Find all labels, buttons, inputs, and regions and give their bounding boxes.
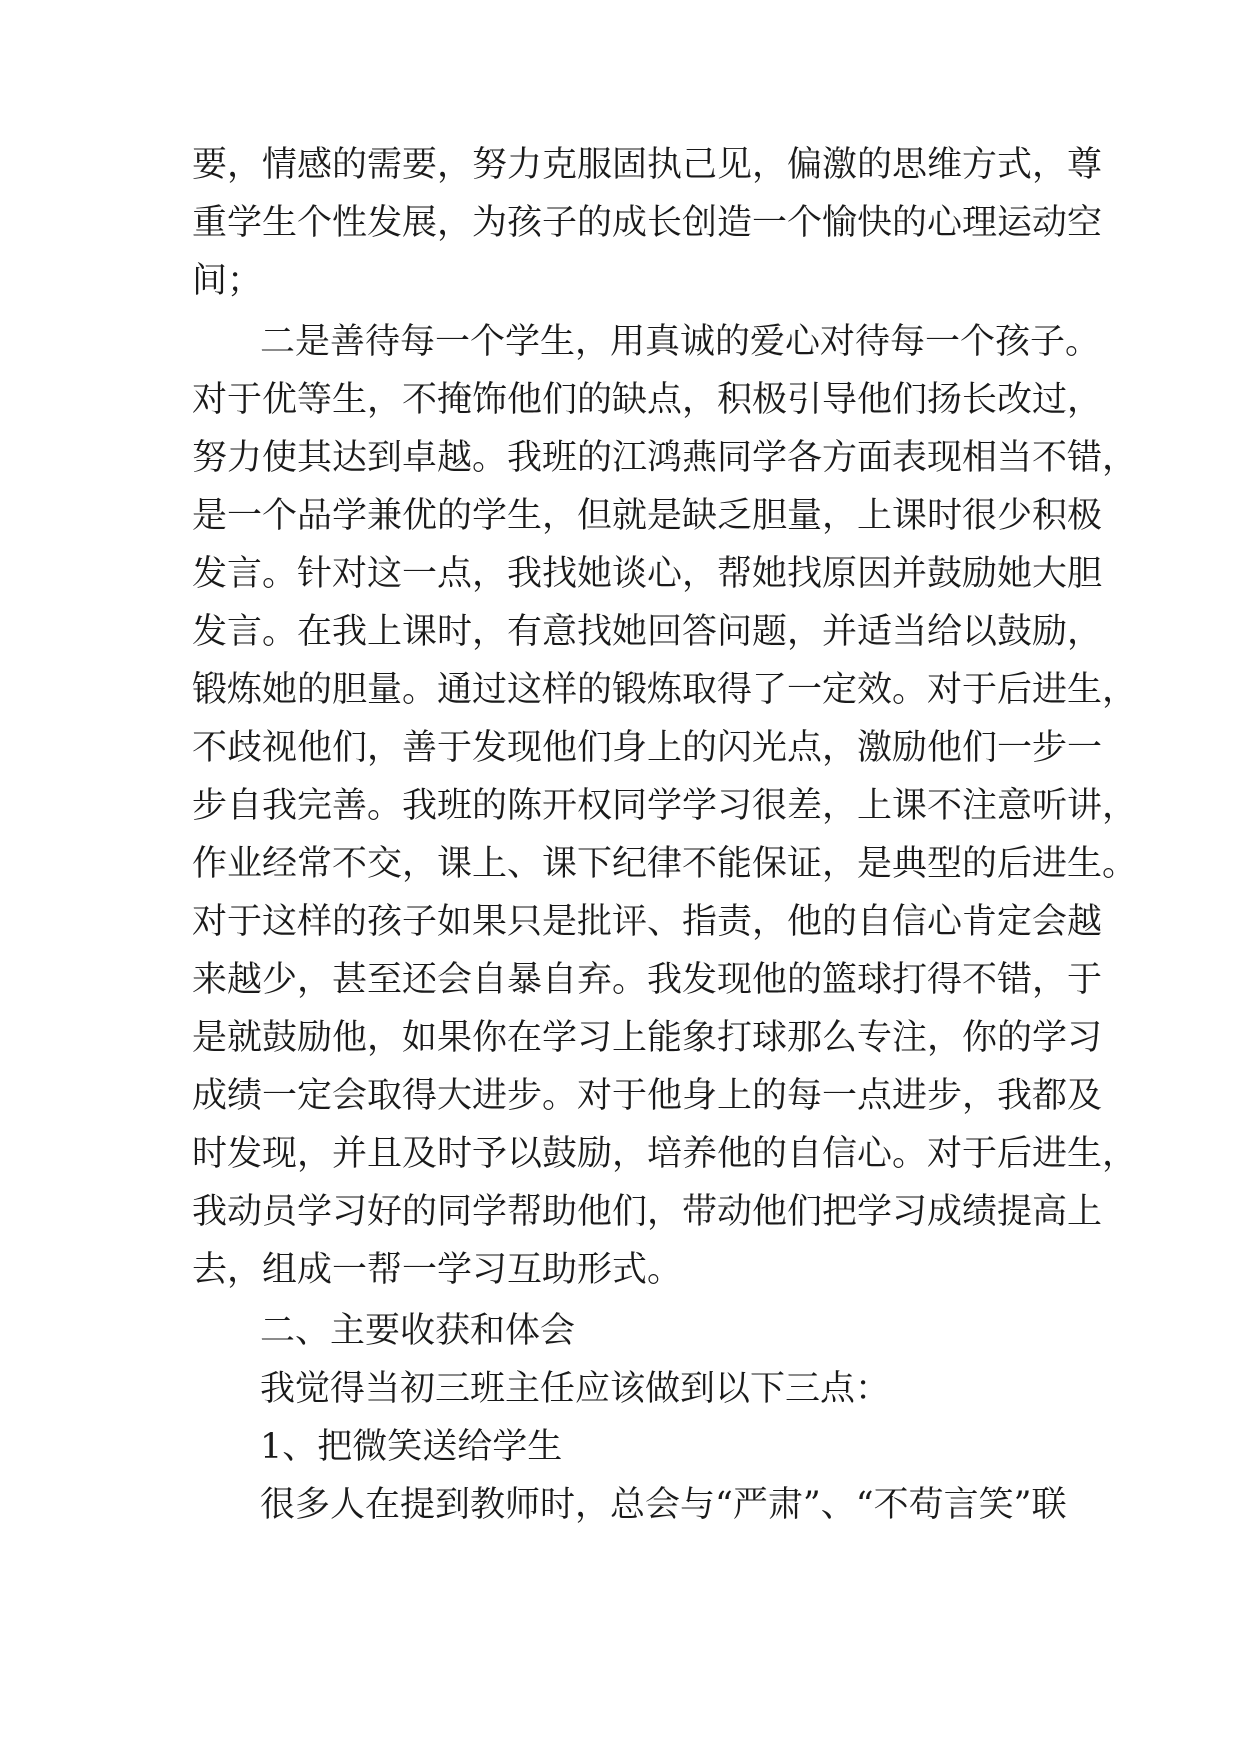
text-line: 要，情感的需要，努力克服固执己见，偏激的思维方式，尊 [192, 145, 1103, 185]
paragraph-first-line: 我觉得当初三班主任应该做到以下三点： [260, 1369, 891, 1409]
text-line: 发言。在我上课时，有意找她回答问题，并适当给以鼓励， [192, 612, 1103, 652]
text-line: 间； [192, 261, 263, 301]
text-line: 成绩一定会取得大进步。对于他身上的每一点进步，我都及 [192, 1076, 1103, 1116]
paragraph-first-line: 很多人在提到教师时，总会与“严肃”、“不苟言笑”联 [260, 1485, 1067, 1525]
text-line: 重学生个性发展，为孩子的成长创造一个愉快的心理运动空 [192, 203, 1103, 243]
text-line: 去，组成一帮一学习互助形式。 [192, 1250, 683, 1290]
text-line: 时发现，并且及时予以鼓励，培养他的自信心。对于后进生， [192, 1134, 1138, 1174]
text-line: 锻炼她的胆量。通过这样的锻炼取得了一定效。对于后进生， [192, 670, 1138, 710]
text-line: 对于优等生，不掩饰他们的缺点，积极引导他们扬长改过， [192, 380, 1103, 420]
text-line: 步自我完善。我班的陈开权同学学习很差，上课不注意听讲， [192, 786, 1138, 826]
text-line: 发言。针对这一点，我找她谈心，帮她找原因并鼓励她大胆 [192, 554, 1103, 594]
paragraph-first-line: 二是善待每一个学生，用真诚的爱心对待每一个孩子。 [260, 322, 1101, 362]
section-heading: 二、主要收获和体会 [260, 1311, 576, 1351]
text-line: 是一个品学兼优的学生，但就是缺乏胆量，上课时很少积极 [192, 496, 1103, 536]
text-line: 来越少，甚至还会自暴自弃。我发现他的篮球打得不错，于 [192, 960, 1103, 1000]
text-line: 不歧视他们，善于发现他们身上的闪光点，激励他们一步一 [192, 728, 1103, 768]
text-line: 作业经常不交，课上、课下纪律不能保证，是典型的后进生。 [192, 844, 1138, 884]
subsection-heading: 1、把微笑送给学生 [260, 1427, 563, 1467]
text-line: 我动员学习好的同学帮助他们，带动他们把学习成绩提高上 [192, 1192, 1103, 1232]
text-line: 是就鼓励他，如果你在学习上能象打球那么专注，你的学习 [192, 1018, 1103, 1058]
text-line: 努力使其达到卓越。我班的江鸿燕同学各方面表现相当不错， [192, 438, 1138, 478]
text-line: 对于这样的孩子如果只是批评、指责，他的自信心肯定会越 [192, 902, 1103, 942]
